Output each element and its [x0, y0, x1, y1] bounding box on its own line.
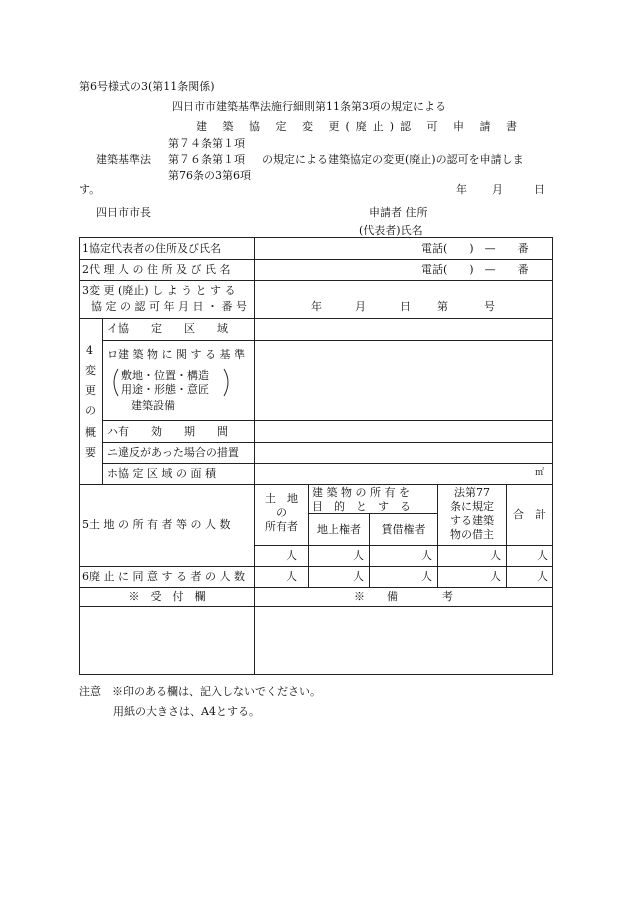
- bracket-left: [114, 369, 118, 396]
- col-purpose-2: 目 的 と す る: [312, 500, 411, 513]
- approval-label-1: 3変 更 (廃止) し よ う と す る: [82, 284, 236, 297]
- unit-owners-5: 人: [537, 549, 548, 562]
- outline-v-4: 4: [86, 344, 93, 357]
- col-land-owner-3: 所有者: [265, 520, 298, 533]
- unit-consent-5: 人: [537, 570, 548, 583]
- approval-no-suffix: 号: [484, 300, 495, 313]
- col-superficies: 地上権者: [317, 523, 361, 536]
- note-1: 注意 ※印のある欄は、記入しないでください。: [79, 685, 321, 698]
- unit-consent-4: 人: [490, 570, 501, 583]
- unit-owners-3: 人: [421, 549, 432, 562]
- approval-year: 年: [311, 300, 322, 313]
- agent-phone: 電話( ) — 番: [421, 263, 529, 276]
- date-day: 日: [534, 183, 545, 196]
- addressee: 四日市市長: [96, 206, 151, 219]
- approval-month: 月: [355, 300, 366, 313]
- date-year: 年: [456, 183, 467, 196]
- date-month: 月: [492, 183, 503, 196]
- agent-label: 2代 理 人 の 住 所 及 び 氏 名: [82, 263, 231, 276]
- col-land-owner-2: の: [276, 506, 287, 519]
- intro-text-2: す。: [79, 183, 101, 196]
- remarks-header: ※ 備 考: [354, 590, 453, 603]
- unit-owners-4: 人: [490, 549, 501, 562]
- violation-label: ニ違反があった場合の措置: [107, 446, 239, 459]
- representative-label: 1協定代表者の住所及び氏名: [82, 242, 221, 255]
- unit-owners-1: 人: [286, 549, 297, 562]
- col-purpose-1: 建 築 物 の 所 有 を: [312, 486, 410, 499]
- reception-header: ※ 受 付 欄: [128, 590, 206, 603]
- owners-label: 5土 地 の 所 有 者 等 の 人 数: [82, 518, 231, 531]
- col-land-owner-1: 土 地: [265, 492, 298, 505]
- approval-day: 日: [400, 300, 411, 313]
- standard-items-3: 建築設備: [131, 399, 175, 412]
- period-label: ハ有 効 期 間: [107, 425, 228, 438]
- unit-consent-2: 人: [353, 570, 364, 583]
- unit-owners-2: 人: [353, 549, 364, 562]
- applicant-name: (代表者)氏名: [359, 224, 423, 237]
- col-art77-4: 物の借主: [450, 528, 494, 541]
- consent-label: 6廃 止 に 同 意 す る 者 の 人 数: [82, 570, 245, 583]
- article-76-3: 第76条の3第6項: [168, 169, 251, 182]
- standard-items-1: 敷地・位置・構造: [121, 369, 209, 382]
- area-label: イ協 定 区 域: [107, 322, 228, 335]
- zone-area-label: ホ協 定 区 域 の 面 積: [107, 467, 216, 480]
- col-art77-1: 法第77: [454, 486, 490, 499]
- bracket-right: [224, 369, 228, 396]
- law-label: 建築基準法: [96, 153, 151, 166]
- standard-items-2: 用途・形態・意匠: [121, 383, 209, 396]
- outline-v-gai: 概: [85, 426, 96, 439]
- standard-label: ロ建 築 物 に 関 す る 基 準: [107, 348, 245, 361]
- intro-text: の規定による建築協定の変更(廃止)の認可を申請しま: [262, 153, 524, 166]
- col-art77-3: する建築: [450, 514, 494, 527]
- representative-phone: 電話( ) — 番: [421, 242, 529, 255]
- form-number: 第6号様式の3(第11条関係): [79, 80, 215, 93]
- note-2: 用紙の大きさは、A4とする。: [113, 705, 260, 718]
- outline-v-hen: 変: [85, 364, 96, 377]
- approval-no-prefix: 第: [437, 300, 448, 313]
- regulation-line: 四日市市建築基準法施行細則第11条第3項の規定による: [172, 100, 446, 113]
- outline-v-kou: 更: [85, 384, 96, 397]
- unit-consent-3: 人: [421, 570, 432, 583]
- applicant-address: 申請者 住所: [369, 206, 428, 219]
- outline-v-you: 要: [85, 446, 96, 459]
- unit-consent-1: 人: [286, 570, 297, 583]
- approval-label-2: 協 定 の 認 可 年 月 日 ・ 番 号: [91, 300, 247, 313]
- article-76: 第７６条第１項: [168, 153, 245, 166]
- col-total: 合 計: [513, 508, 546, 521]
- page-title: 建 築 協 定 変 更(廃止)認 可 申 請 書: [196, 120, 524, 133]
- col-art77-2: 条に規定: [450, 500, 494, 513]
- article-74: 第７４条第１項: [168, 137, 245, 150]
- col-lessee: 賃借権者: [381, 523, 426, 536]
- outline-v-no: の: [85, 404, 96, 417]
- sqm-unit: ㎡: [535, 468, 545, 478]
